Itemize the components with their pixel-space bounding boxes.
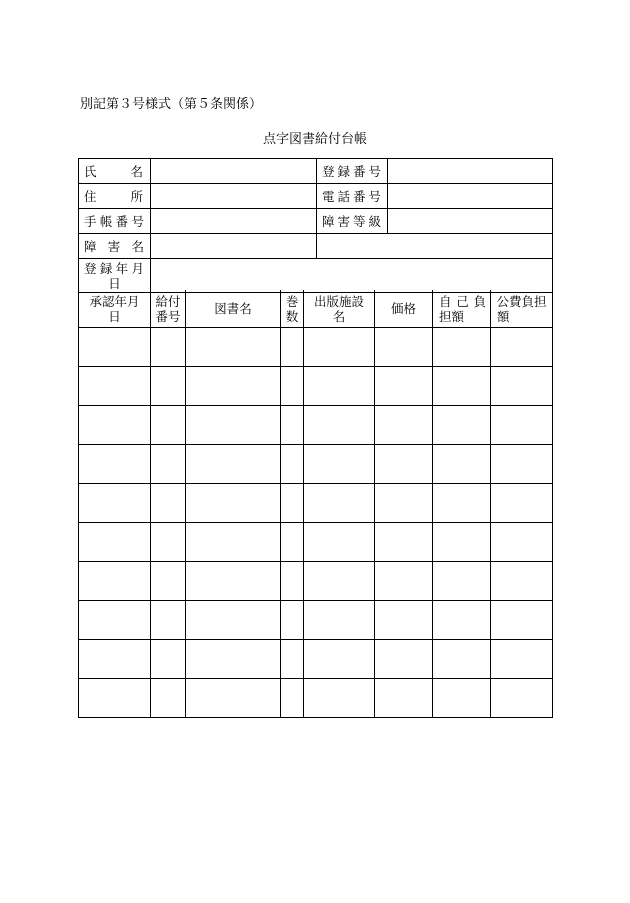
book-name-cell[interactable] bbox=[186, 679, 281, 718]
public-pay-header: 公費負担 額 bbox=[491, 290, 553, 328]
table-row bbox=[79, 328, 553, 367]
name-field[interactable] bbox=[151, 159, 317, 184]
handbook-label-cell bbox=[79, 209, 151, 234]
publisher-cell[interactable] bbox=[304, 328, 375, 367]
name-label-cell bbox=[79, 159, 151, 184]
publisher-cell[interactable] bbox=[304, 484, 375, 523]
book-name-cell[interactable] bbox=[186, 640, 281, 679]
reg-date-field[interactable] bbox=[151, 259, 553, 293]
disability-grade-field[interactable] bbox=[388, 209, 553, 234]
table-row bbox=[79, 367, 553, 406]
grant-number-cell[interactable] bbox=[151, 523, 186, 562]
phone-label: 電 話 番 号 bbox=[322, 188, 381, 204]
volumes-cell[interactable] bbox=[281, 406, 304, 445]
public-pay-cell[interactable] bbox=[491, 640, 553, 679]
handbook-number-field[interactable] bbox=[151, 209, 317, 234]
grant-number-cell[interactable] bbox=[151, 328, 186, 367]
grant-ledger-table bbox=[78, 290, 553, 718]
price-cell[interactable] bbox=[375, 445, 433, 484]
table-row bbox=[79, 679, 553, 718]
disability-name-label-cell bbox=[79, 234, 151, 259]
address-label: 住 所 bbox=[84, 188, 143, 204]
publisher-cell[interactable] bbox=[304, 562, 375, 601]
phone-label-cell bbox=[317, 184, 388, 209]
grant-number-cell[interactable] bbox=[151, 406, 186, 445]
publisher-cell[interactable] bbox=[304, 640, 375, 679]
self-pay-cell[interactable] bbox=[433, 445, 491, 484]
price-cell[interactable] bbox=[375, 601, 433, 640]
table-row bbox=[79, 484, 553, 523]
public-pay-cell[interactable] bbox=[491, 601, 553, 640]
table-row bbox=[79, 640, 553, 679]
approval-date-cell[interactable] bbox=[79, 445, 151, 484]
publisher-cell[interactable] bbox=[304, 523, 375, 562]
table-row bbox=[79, 601, 553, 640]
self-pay-cell[interactable] bbox=[433, 367, 491, 406]
volumes-cell[interactable] bbox=[281, 445, 304, 484]
approval-date-cell[interactable] bbox=[79, 562, 151, 601]
grant-number-cell[interactable] bbox=[151, 445, 186, 484]
public-pay-cell[interactable] bbox=[491, 406, 553, 445]
self-pay-cell[interactable] bbox=[433, 406, 491, 445]
approval-date-cell[interactable] bbox=[79, 484, 151, 523]
public-pay-cell[interactable] bbox=[491, 562, 553, 601]
approval-date-cell[interactable] bbox=[79, 406, 151, 445]
book-name-cell[interactable] bbox=[186, 601, 281, 640]
public-pay-cell[interactable] bbox=[491, 445, 553, 484]
book-name-cell[interactable] bbox=[186, 523, 281, 562]
table-row bbox=[79, 445, 553, 484]
table-row bbox=[79, 523, 553, 562]
book-name-cell[interactable] bbox=[186, 484, 281, 523]
reg-date-label-line2: 日 bbox=[108, 275, 121, 291]
address-field[interactable] bbox=[151, 184, 317, 209]
reg-date-label-line1: 登 録 年 月 bbox=[84, 260, 144, 276]
price-cell[interactable] bbox=[375, 367, 433, 406]
publisher-cell[interactable] bbox=[304, 367, 375, 406]
self-pay-header: 自 己 負 担額 bbox=[433, 290, 491, 328]
approval-date-cell[interactable] bbox=[79, 523, 151, 562]
publisher-cell[interactable] bbox=[304, 679, 375, 718]
self-pay-cell[interactable] bbox=[433, 328, 491, 367]
approval-date-header: 承認年月 日 bbox=[79, 290, 151, 328]
publisher-cell[interactable] bbox=[304, 601, 375, 640]
self-pay-cell[interactable] bbox=[433, 679, 491, 718]
table-row bbox=[79, 406, 553, 445]
public-pay-cell[interactable] bbox=[491, 523, 553, 562]
grant-number-cell[interactable] bbox=[151, 484, 186, 523]
book-name-cell[interactable] bbox=[186, 445, 281, 484]
book-name-header: 図書名 bbox=[186, 290, 281, 328]
public-pay-cell[interactable] bbox=[491, 484, 553, 523]
public-pay-cell[interactable] bbox=[491, 679, 553, 718]
volumes-cell[interactable] bbox=[281, 640, 304, 679]
price-cell[interactable] bbox=[375, 562, 433, 601]
price-cell[interactable] bbox=[375, 640, 433, 679]
price-cell[interactable] bbox=[375, 406, 433, 445]
self-pay-cell[interactable] bbox=[433, 640, 491, 679]
price-cell[interactable] bbox=[375, 328, 433, 367]
disability-name-field-right[interactable] bbox=[317, 234, 553, 259]
reg-number-label: 登 録 番 号 bbox=[322, 163, 381, 179]
ledger-header-row bbox=[79, 290, 553, 328]
price-cell[interactable] bbox=[375, 679, 433, 718]
volumes-cell[interactable] bbox=[281, 484, 304, 523]
volumes-cell[interactable] bbox=[281, 562, 304, 601]
book-name-cell[interactable] bbox=[186, 562, 281, 601]
price-cell[interactable] bbox=[375, 484, 433, 523]
applicant-info-table bbox=[78, 158, 553, 293]
disability-grade-label-cell bbox=[317, 209, 388, 234]
address-label-cell bbox=[79, 184, 151, 209]
grant-number-cell[interactable] bbox=[151, 367, 186, 406]
approval-date-cell[interactable] bbox=[79, 640, 151, 679]
approval-date-cell[interactable] bbox=[79, 367, 151, 406]
approval-date-cell[interactable] bbox=[79, 679, 151, 718]
public-pay-cell[interactable] bbox=[491, 328, 553, 367]
publisher-header: 出版施設 名 bbox=[304, 290, 375, 328]
grant-number-cell[interactable] bbox=[151, 562, 186, 601]
volumes-cell[interactable] bbox=[281, 679, 304, 718]
self-pay-cell[interactable] bbox=[433, 523, 491, 562]
volumes-cell[interactable] bbox=[281, 328, 304, 367]
volumes-cell[interactable] bbox=[281, 367, 304, 406]
table-row bbox=[79, 562, 553, 601]
form-label: 別記第３号様式（第５条関係） bbox=[80, 97, 263, 112]
disability-name-label: 障 害 名 bbox=[84, 238, 144, 254]
price-header: 価格 bbox=[375, 290, 433, 328]
disability-name-field-left[interactable] bbox=[151, 234, 317, 259]
grant-number-cell[interactable] bbox=[151, 679, 186, 718]
volumes-cell[interactable] bbox=[281, 601, 304, 640]
book-name-cell[interactable] bbox=[186, 328, 281, 367]
reg-number-label-cell bbox=[317, 159, 388, 184]
approval-date-cell[interactable] bbox=[79, 601, 151, 640]
reg-date-label-cell bbox=[79, 259, 151, 293]
publisher-cell[interactable] bbox=[304, 445, 375, 484]
public-pay-cell[interactable] bbox=[491, 367, 553, 406]
price-cell[interactable] bbox=[375, 523, 433, 562]
volumes-cell[interactable] bbox=[281, 523, 304, 562]
publisher-cell[interactable] bbox=[304, 406, 375, 445]
self-pay-cell[interactable] bbox=[433, 562, 491, 601]
name-label: 氏 名 bbox=[84, 163, 143, 179]
grant-number-cell[interactable] bbox=[151, 601, 186, 640]
self-pay-cell[interactable] bbox=[433, 484, 491, 523]
page-title: 点字図書給付台帳 bbox=[262, 132, 367, 147]
volumes-header: 巻 数 bbox=[281, 290, 304, 328]
reg-number-field[interactable] bbox=[388, 159, 553, 184]
book-name-cell[interactable] bbox=[186, 406, 281, 445]
grant-number-cell[interactable] bbox=[151, 640, 186, 679]
grant-number-header: 給付 番号 bbox=[151, 290, 186, 328]
phone-field[interactable] bbox=[388, 184, 553, 209]
self-pay-header-line1: 自 己 負 bbox=[439, 293, 486, 309]
handbook-number-label: 手 帳 番 号 bbox=[84, 213, 144, 229]
approval-date-cell[interactable] bbox=[79, 328, 151, 367]
book-name-cell[interactable] bbox=[186, 367, 281, 406]
self-pay-cell[interactable] bbox=[433, 601, 491, 640]
disability-grade-label: 障 害 等 級 bbox=[322, 213, 381, 229]
